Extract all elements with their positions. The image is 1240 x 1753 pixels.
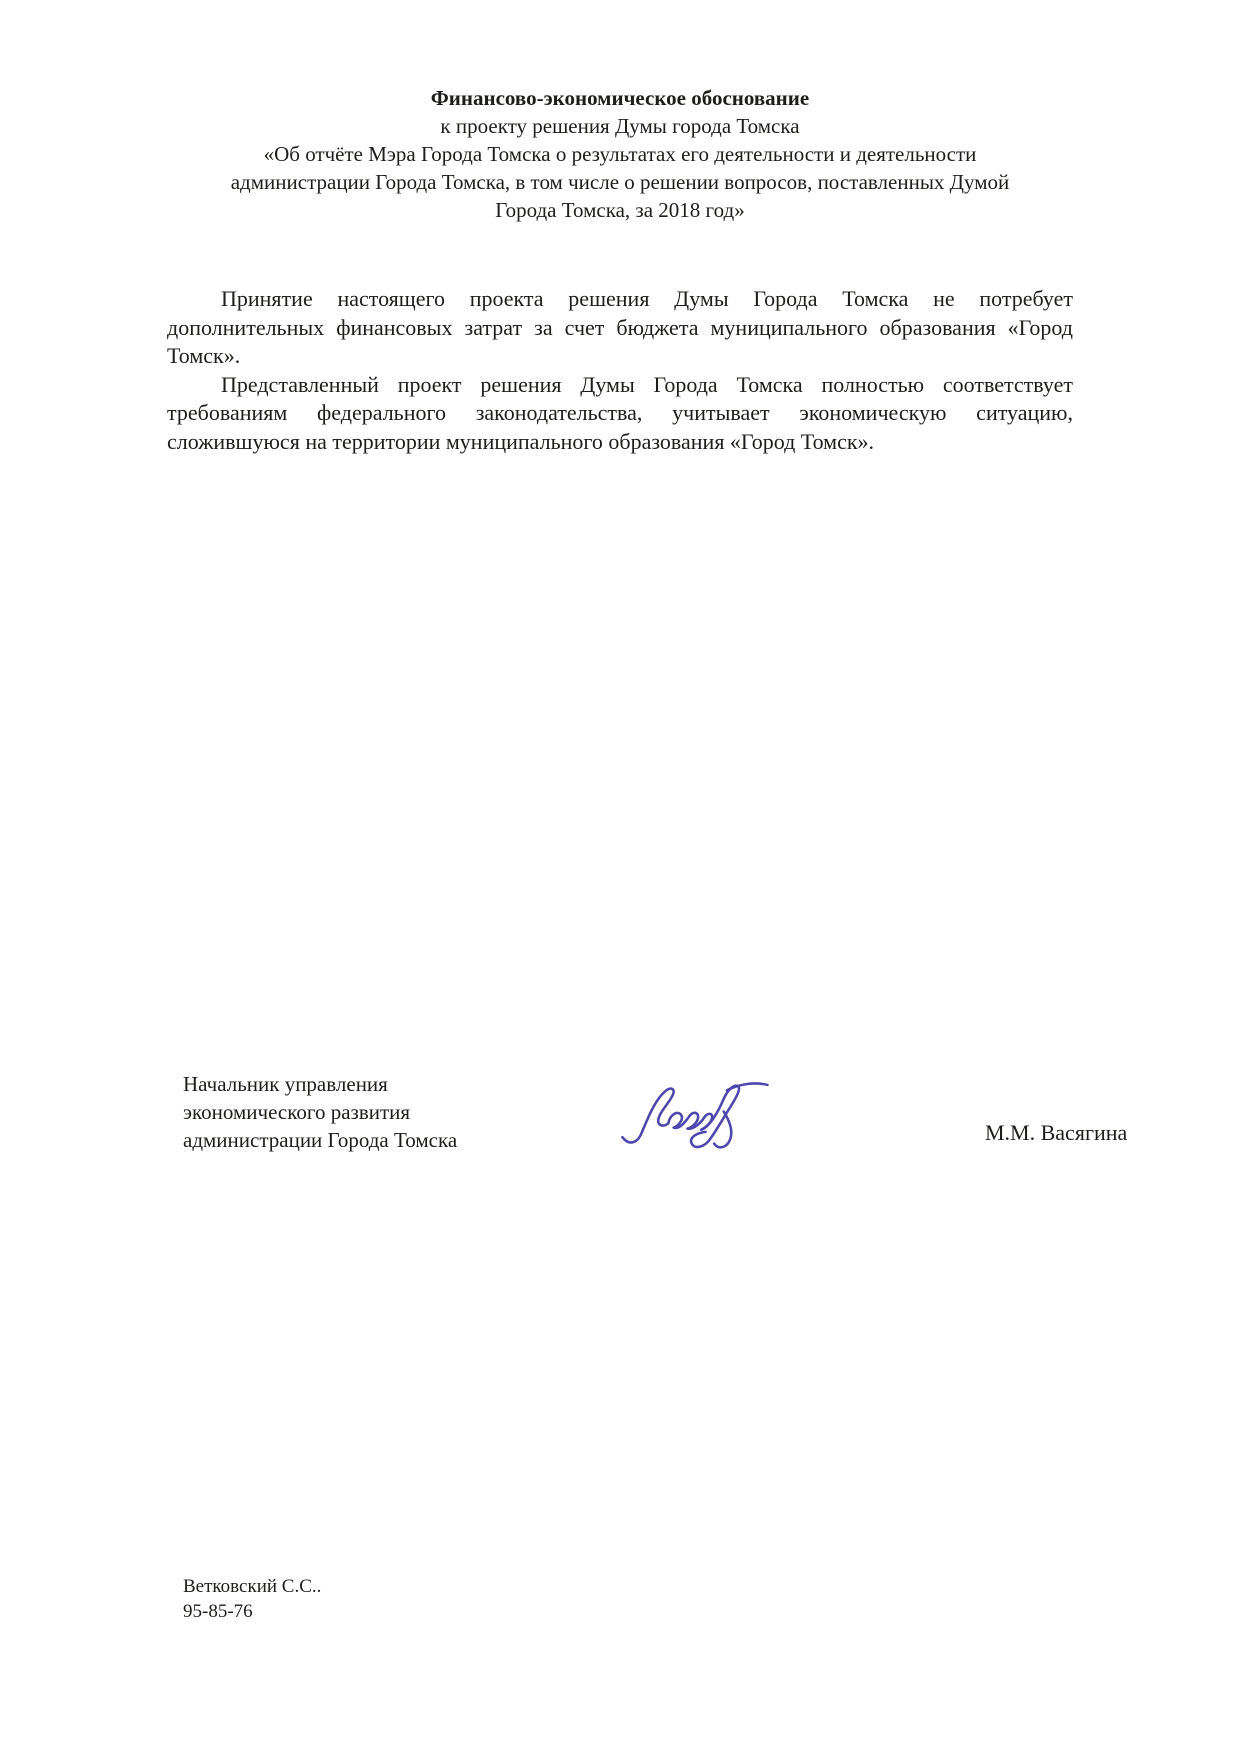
- document-quote-line: «Об отчёте Мэра Города Томска о результатах его деятельности и деятельности: [263, 142, 977, 166]
- body-paragraph: Представленный проект решения Думы Города Томска полностью соответствует требованиям федерального законодательства, учитывает экономическую ситуацию, сложившуюся на территории муниципального образования «Город Томск».: [167, 371, 1073, 454]
- signee-name: М.М. Васягина: [985, 1120, 1128, 1145]
- body-paragraph: Принятие настоящего проекта решения Думы Города Томска не потребует дополнительных финансовых затрат за счет бюджета муниципального образования «Город Томск».: [167, 286, 1073, 368]
- document-body: [167, 285, 1073, 456]
- footer-contact-phone: 95-85-76: [183, 1601, 253, 1622]
- signee-position: [183, 1070, 457, 1154]
- footer-contact-name: Ветковский С.С..: [183, 1576, 322, 1597]
- signee-position-line: Начальник управления: [183, 1072, 388, 1096]
- document-quote-line: администрации Города Томска, в том числе о решении вопросов, поставленных Думой: [230, 170, 1010, 194]
- signee-position-line: администрации Города Томска: [183, 1128, 458, 1152]
- footer-contact: [183, 1574, 321, 1624]
- signee-position-line: экономического развития: [183, 1100, 411, 1124]
- document-title: Финансово-экономическое обоснование: [430, 86, 810, 110]
- handwritten-signature-icon: [616, 1074, 776, 1162]
- document-subtitle: к проекту решения Думы города Томска: [440, 114, 800, 138]
- document-header: [110, 84, 1130, 224]
- document-quote-line: Города Томска, за 2018 год»: [495, 198, 745, 222]
- signature-area: [0, 1068, 1240, 1178]
